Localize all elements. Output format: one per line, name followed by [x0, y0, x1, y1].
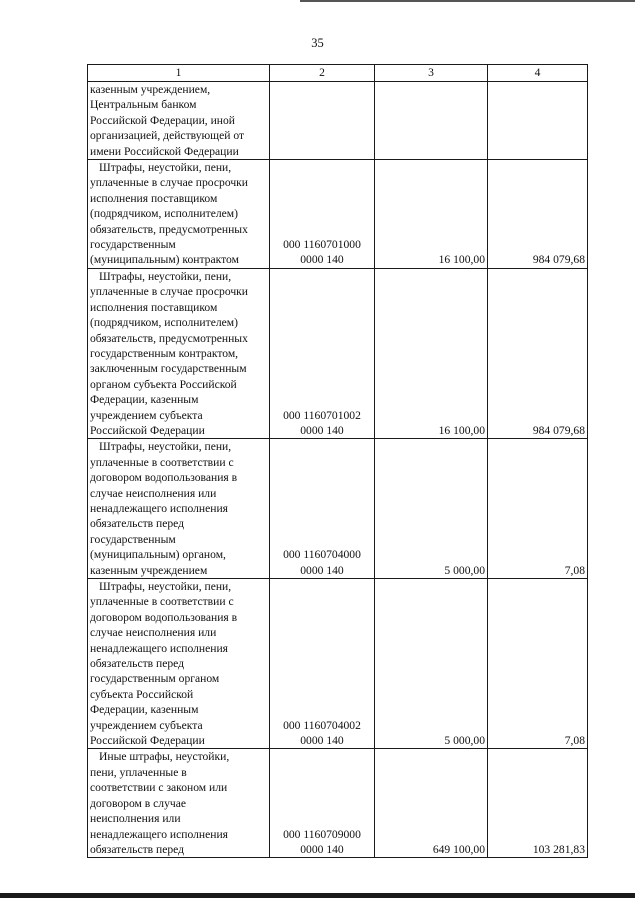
header-row	[88, 65, 588, 82]
row-name-line: Федерации, казенным	[90, 393, 199, 407]
row-name-line: государственным органом	[90, 672, 220, 686]
row-name-line: случае неисполнения или	[90, 486, 217, 500]
row-code-line: 0000 140	[300, 842, 344, 856]
header-col-3: 3	[375, 65, 488, 82]
row-name-line: уплаченные в соответствии с	[90, 595, 234, 609]
row-name-line: Штрафы, неустойки, пени,	[99, 580, 232, 593]
row-code-line: 0000 140	[300, 423, 344, 437]
header-col-2: 2	[270, 65, 375, 82]
row-name	[88, 160, 270, 269]
row-code	[270, 268, 375, 438]
row-name-line: казенным учреждением,	[90, 83, 211, 96]
row-name-line: ненадлежащего исполнения	[90, 641, 228, 655]
row-name-line: казенным учреждением	[90, 563, 208, 577]
header-col-1: 1	[88, 65, 270, 82]
row-name-line: уплаченные в соответствии с	[90, 455, 234, 469]
row-name-line: Штрафы, неустойки, пени,	[99, 269, 232, 283]
row-name-line: Российской Федерации	[90, 423, 205, 437]
row-name-line: государственным контрактом,	[90, 346, 239, 360]
row-name-line: учреждением субъекта	[90, 718, 203, 732]
row-col4: 7,08	[488, 439, 588, 579]
row-col3: 649 100,00	[375, 749, 488, 858]
row-col4	[488, 82, 588, 160]
table-row	[88, 268, 588, 438]
table-row	[88, 579, 588, 749]
row-code-line: 000 1160704002	[283, 718, 361, 732]
row-code	[270, 579, 375, 749]
row-name-line: Российской Федерации, иной	[90, 113, 235, 127]
table-row	[88, 82, 588, 160]
row-name-line: Иные штрафы, неустойки,	[99, 750, 230, 764]
row-name-line: обязательств, предусмотренных	[90, 331, 248, 345]
row-name-line: государственным	[90, 532, 176, 546]
top-rule	[300, 0, 635, 2]
row-name-line: исполнения поставщиком	[90, 300, 218, 314]
row-code-line: 000 1160704000	[283, 548, 361, 562]
row-name-line: заключенным государственным	[90, 362, 247, 376]
row-name-line: учреждением субъекта	[90, 408, 203, 422]
row-name-line: Штрафы, неустойки, пени,	[99, 161, 232, 175]
row-name-line: Российской Федерации	[90, 734, 205, 748]
row-col3	[375, 82, 488, 160]
row-code-line: 0000 140	[300, 253, 344, 267]
row-name-line: случае неисполнения или	[90, 626, 217, 640]
row-name-line: (муниципальным) органом,	[90, 548, 226, 562]
budget-table	[87, 64, 588, 858]
row-name-line: уплаченные в случае просрочки	[90, 176, 249, 190]
row-col3: 5 000,00	[375, 579, 488, 749]
row-name-line: Центральным банком	[90, 98, 197, 112]
row-col3: 16 100,00	[375, 268, 488, 438]
row-name-line: соответствии с законом или	[90, 781, 228, 795]
row-code-line: 000 1160709000	[283, 827, 361, 841]
row-code-line: 0000 140	[300, 734, 344, 748]
row-name-line: обязательств перед	[90, 657, 185, 671]
row-col4: 7,08	[488, 579, 588, 749]
row-name-line: договором водопользования в	[90, 610, 238, 624]
row-name-line: ненадлежащего исполнения	[90, 827, 228, 841]
row-name-line: договором в случае	[90, 796, 186, 810]
row-name-line: государственным	[90, 238, 176, 252]
row-name	[88, 749, 270, 858]
row-col3: 16 100,00	[375, 160, 488, 269]
table-row	[88, 160, 588, 269]
row-name-line: обязательств перед	[90, 842, 185, 856]
row-name-line: организацией, действующей от	[90, 129, 245, 143]
row-name-line: (муниципальным) контрактом	[90, 253, 239, 267]
row-col4: 103 281,83	[488, 749, 588, 858]
header-col-4: 4	[488, 65, 588, 82]
row-code	[270, 160, 375, 269]
row-name	[88, 82, 270, 160]
row-name-line: Федерации, казенным	[90, 703, 199, 717]
row-name-line: субъекта Российской	[90, 687, 194, 701]
bottom-rule	[0, 893, 635, 898]
row-name	[88, 579, 270, 749]
row-code-line: 000 1160701002	[283, 408, 361, 422]
row-name-line: договором водопользования в	[90, 471, 238, 485]
row-name-line: обязательств перед	[90, 517, 185, 531]
row-code	[270, 82, 375, 160]
row-col4: 984 079,68	[488, 268, 588, 438]
row-code-line: 0000 140	[300, 563, 344, 577]
row-code	[270, 439, 375, 579]
row-name-line: имени Российской Федерации	[90, 144, 239, 158]
row-name-line: (подрядчиком, исполнителем)	[90, 316, 238, 330]
row-name-line: ненадлежащего исполнения	[90, 501, 228, 515]
row-name-line: неисполнения или	[90, 812, 181, 826]
table-row	[88, 439, 588, 579]
row-code-line: 000 1160701000	[283, 238, 361, 252]
row-name-line: органом субъекта Российской	[90, 377, 237, 391]
row-name-line: обязательств, предусмотренных	[90, 222, 248, 236]
row-col4: 984 079,68	[488, 160, 588, 269]
row-name-line: (подрядчиком, исполнителем)	[90, 207, 238, 221]
row-name-line: исполнения поставщиком	[90, 191, 218, 205]
row-name	[88, 268, 270, 438]
row-name	[88, 439, 270, 579]
table-row	[88, 749, 588, 858]
row-col3: 5 000,00	[375, 439, 488, 579]
row-name-line: уплаченные в случае просрочки	[90, 285, 249, 299]
page-number: 35	[311, 36, 324, 50]
row-name-line: пени, уплаченные в	[90, 765, 187, 779]
row-name-line: Штрафы, неустойки, пени,	[99, 440, 232, 454]
row-code	[270, 749, 375, 858]
